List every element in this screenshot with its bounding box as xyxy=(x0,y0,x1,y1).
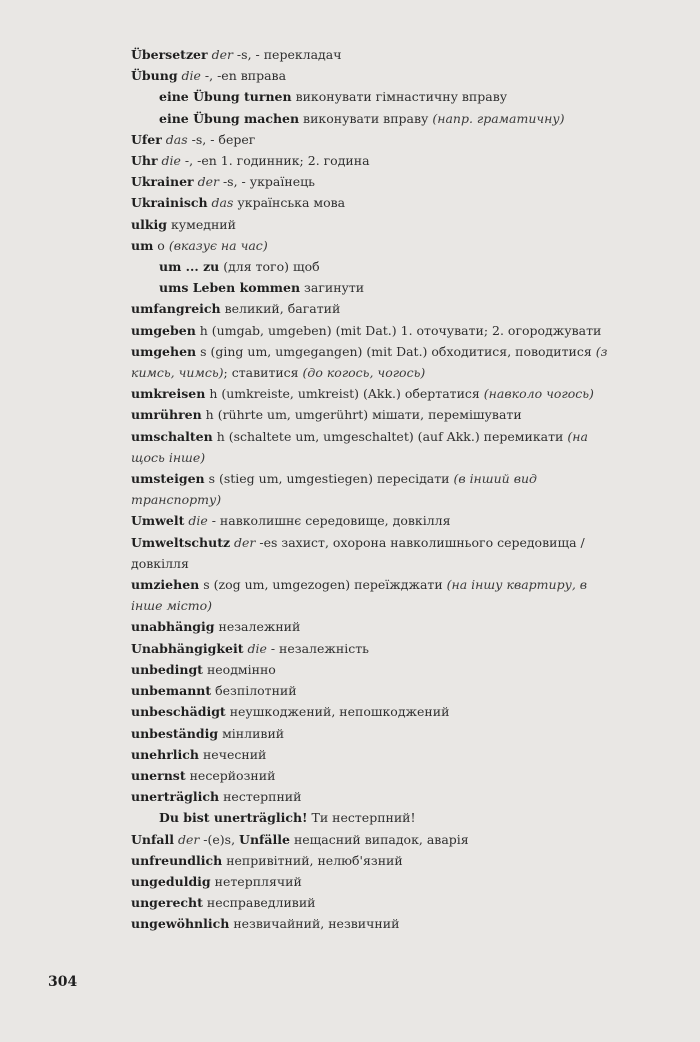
entry: ungerecht несправедливий xyxy=(131,895,316,911)
entry: umgehen s (ging um, umgegangen) (mit Dat.) обходитися, поводитися (з кимсь, чимсь); ставитися (до когось, чогось) xyxy=(131,343,608,381)
entry: ulkig кумедний xyxy=(131,216,236,232)
entry: Uhr die -, -en 1. годинник; 2. година xyxy=(131,153,370,169)
entry: umschalten h (schaltete um, umgeschaltet) (auf Akk.) перемикати (на щось інше) xyxy=(131,428,588,465)
entry: um о (вказує на час) xyxy=(131,237,268,253)
entry: Übung die -, -en вправа xyxy=(131,68,287,84)
entry: umsteigen s (stieg um, umgestiegen) пересідати (в інший вид транспорту) xyxy=(131,471,537,508)
entry: Ukrainisch das українська мова xyxy=(131,195,346,211)
entry: unbeständig мінливий xyxy=(131,725,285,741)
entry: umrühren h (rührte um, umgerührt) мішати, перемішувати xyxy=(131,407,522,423)
entry: umziehen s (zog um, umgezogen) переїжджати (на іншу квартиру, в інше місто) xyxy=(131,577,588,614)
entry: unbedingt неодмінно xyxy=(131,661,276,677)
entry: Umwelt die - навколишнє середовище, довкілля xyxy=(131,513,451,529)
entry: Unabhängigkeit die - незалежність xyxy=(131,640,369,656)
page-number: 304 xyxy=(48,974,78,990)
entry: Umweltschutz der -es захист, охорона навколишнього середовища / довкілля xyxy=(131,534,585,571)
entry: unbeschädigt неушкоджений, непошкоджений xyxy=(131,704,450,720)
entry: unerträglich нестерпний xyxy=(131,789,302,805)
entry-phrase: um ... zu (для того) щоб xyxy=(159,259,320,275)
entry: unehrlich нечесний xyxy=(131,746,267,762)
entry: Ukrainer der -s, - українець xyxy=(131,174,315,190)
entry: unbemannt безпілотний xyxy=(131,683,297,699)
entry: Unfall der -(e)s, Unfälle нещасний випадок, аварія xyxy=(131,831,469,847)
entry: Übersetzer der -s, - перекладач xyxy=(131,47,342,62)
entry-phrase: ums Leben kommen загинути xyxy=(159,280,365,296)
entry: umkreisen h (umkreiste, umkreist) (Akk.) обертатися (навколо чогось) xyxy=(131,386,594,402)
entry: umgeben h (umgab, umgeben) (mit Dat.) 1. оточувати; 2. огороджувати xyxy=(131,322,602,338)
entry: unfreundlich непривітний, нелюб'язний xyxy=(131,852,403,868)
entry: ungewöhnlich незвичайний, незвичний xyxy=(131,916,400,932)
entry: umfangreich великий, багатий xyxy=(131,301,341,317)
entry: Ufer das -s, - берег xyxy=(131,131,256,147)
entry: unernst несерйозний xyxy=(131,767,276,783)
entry-phrase: Du bist unerträglich! Ти нестерпний! xyxy=(159,810,416,826)
entry: ungeduldig нетерплячий xyxy=(131,873,302,889)
entry-phrase: eine Übung turnen виконувати гімнастичну вправу xyxy=(159,89,508,105)
entry-phrase: eine Übung machen виконувати вправу (напр. граматичну) xyxy=(159,110,565,126)
entry-list xyxy=(131,44,611,935)
entry: unabhängig незалежний xyxy=(131,619,301,635)
